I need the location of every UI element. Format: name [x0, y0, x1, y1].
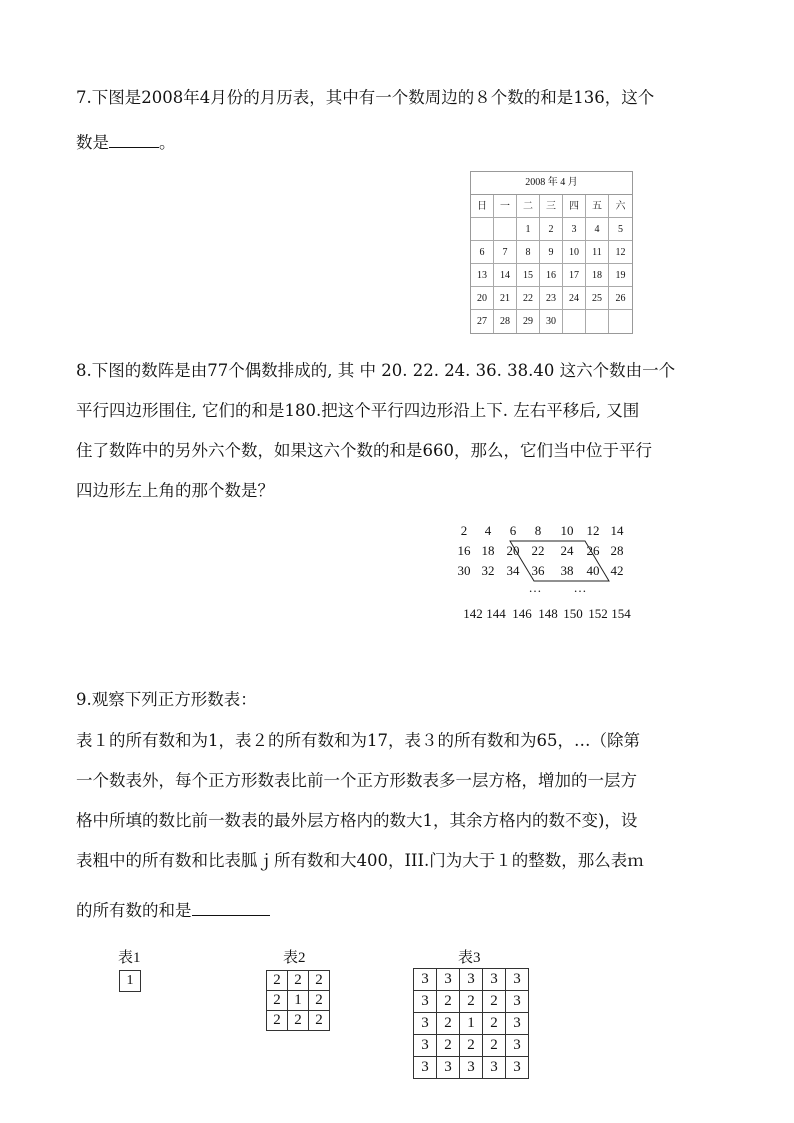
table-cell: 3: [437, 969, 460, 991]
table-cell: 2: [460, 991, 483, 1013]
q8-line-3: 住了数阵中的另外六个数，如果这六个数的和是660，那么，它们当中位于平行: [76, 441, 652, 460]
array-number: 20: [506, 543, 520, 558]
calendar-day: 9: [540, 241, 563, 264]
table-cell: 2: [309, 1011, 330, 1031]
q8-line-4: 四边形左上角的那个数是？: [76, 481, 274, 500]
table-cell: 2: [267, 991, 288, 1011]
table-3-label: 表3: [458, 950, 481, 966]
calendar-day: 19: [609, 264, 632, 287]
array-number: 146: [512, 606, 532, 621]
calendar-day: 10: [563, 241, 586, 264]
calendar-day: 20: [471, 287, 494, 310]
table-cell: 1: [288, 991, 309, 1011]
calendar-day: 24: [563, 287, 586, 310]
table-cell: 3: [414, 1013, 437, 1035]
calendar-day: 23: [540, 287, 563, 310]
array-number: 32: [481, 563, 495, 578]
array-number: 28: [610, 543, 624, 558]
table-cell: 2: [309, 991, 330, 1011]
calendar-day: 30: [540, 310, 563, 333]
table-cell: 2: [288, 1011, 309, 1031]
table-2-label: 表2: [283, 950, 306, 966]
array-number: 38: [560, 563, 574, 578]
calendar-day: 15: [517, 264, 540, 287]
array-number: 42: [610, 563, 624, 578]
calendar-grid: [471, 195, 632, 333]
table-cell: 3: [506, 1057, 529, 1079]
array-ellipsis: …: [528, 580, 542, 595]
calendar-weekday: 五: [586, 195, 609, 218]
table-1-label: 表1: [118, 950, 141, 966]
table-cell: 2: [483, 991, 506, 1013]
calendar-day: [609, 310, 632, 333]
calendar-day: 1: [517, 218, 540, 241]
calendar-day: 28: [494, 310, 517, 333]
array-number: 144: [486, 606, 506, 621]
calendar-day: 11: [586, 241, 609, 264]
square-table-1: [119, 970, 141, 992]
array-number: 16: [457, 543, 471, 558]
table-cell: 3: [414, 969, 437, 991]
calendar-day: 17: [563, 264, 586, 287]
calendar-day: 4: [586, 218, 609, 241]
array-number: 2: [460, 523, 468, 538]
calendar-weekday: 二: [517, 195, 540, 218]
square-table-2: [266, 970, 330, 1031]
array-number: 8: [534, 523, 542, 538]
table-cell: 3: [414, 1035, 437, 1057]
array-number: 22: [531, 543, 545, 558]
q9-line-1: 9.观察下列正方形数表：: [76, 690, 257, 709]
table-cell: 3: [506, 991, 529, 1013]
table-cell: 3: [506, 1013, 529, 1035]
calendar-day: 14: [494, 264, 517, 287]
table-row: [414, 1035, 529, 1057]
array-ellipsis: …: [573, 580, 587, 595]
table-row: [120, 971, 141, 992]
q8-line-2: 平行四边形围住, 它们的和是180.把这个平行四边形沿上下. 左右平移后, 又围: [76, 401, 640, 420]
calendar-weekday: 一: [494, 195, 517, 218]
array-number: 24: [560, 543, 574, 558]
array-number: 14: [610, 523, 624, 538]
table-cell: 1: [460, 1013, 483, 1035]
q8-line-1: 8.下图的数阵是由77个偶数排成的, 其 中 20. 22. 24. 36. 38.40 这六个数由一个: [76, 361, 676, 380]
calendar-day: 29: [517, 310, 540, 333]
table-row: [267, 1011, 330, 1031]
calendar-day: [494, 218, 517, 241]
answer-blank-q9[interactable]: [192, 899, 270, 916]
calendar-day: 27: [471, 310, 494, 333]
array-number: 150: [563, 606, 583, 621]
array-number: 142: [463, 606, 483, 621]
calendar-day: 22: [517, 287, 540, 310]
calendar-day: 25: [586, 287, 609, 310]
q9-line-4: 格中所填的数比前一数表的最外层方格内的数大1，其余方格内的数不变)，设: [76, 811, 638, 830]
table-row: [414, 1013, 529, 1035]
calendar-day: 13: [471, 264, 494, 287]
table-cell: 2: [309, 971, 330, 991]
table-cell: 2: [483, 1013, 506, 1035]
calendar-day: 6: [471, 241, 494, 264]
array-number: 152: [588, 606, 608, 621]
table-cell: 3: [414, 1057, 437, 1079]
calendar-title: 2008 年 4 月: [471, 172, 632, 195]
array-number: 10: [560, 523, 574, 538]
table-cell: 2: [267, 1011, 288, 1031]
table-cell: 3: [506, 1035, 529, 1057]
calendar-weekday: 六: [609, 195, 632, 218]
table-cell: 3: [460, 1057, 483, 1079]
q7-line-2-prefix: 数是: [76, 133, 109, 152]
calendar-day: 7: [494, 241, 517, 264]
array-number: 12: [586, 523, 600, 538]
table-cell: 3: [437, 1057, 460, 1079]
table-cell: 2: [288, 971, 309, 991]
calendar-day: [563, 310, 586, 333]
calendar-day: 12: [609, 241, 632, 264]
calendar-day: 16: [540, 264, 563, 287]
table-cell: 2: [460, 1035, 483, 1057]
square-table-3: [413, 968, 529, 1079]
calendar-day: 5: [609, 218, 632, 241]
table-row: [414, 1057, 529, 1079]
table-cell: 1: [120, 971, 141, 992]
table-cell: 2: [437, 1035, 460, 1057]
q9-line-6-prefix: 的所有数的和是: [76, 901, 192, 920]
table-cell: 3: [414, 991, 437, 1013]
q7-line-1: 7.下图是2008年4月份的月历表，其中有一个数周边的８个数的和是136，这个: [76, 88, 655, 107]
table-row: [267, 991, 330, 1011]
calendar-day: [586, 310, 609, 333]
calendar-day: 3: [563, 218, 586, 241]
q7-line-2: [76, 131, 176, 153]
q7-line-2-suffix: 。: [159, 133, 176, 152]
table-cell: 2: [483, 1035, 506, 1057]
table-cell: 2: [437, 1013, 460, 1035]
array-number: 18: [481, 543, 495, 558]
table-cell: 2: [267, 971, 288, 991]
calendar-day: 8: [517, 241, 540, 264]
calendar-day: [471, 218, 494, 241]
table-row: [414, 991, 529, 1013]
april-2008-calendar: [470, 171, 633, 334]
table-cell: 3: [460, 969, 483, 991]
array-number: 40: [586, 563, 600, 578]
answer-blank-q7[interactable]: [109, 131, 159, 148]
array-number: 154: [611, 606, 631, 621]
calendar-day: 26: [609, 287, 632, 310]
q9-line-3: 一个数表外，每个正方形数表比前一个正方形数表多一层方格，增加的一层方: [76, 771, 637, 790]
array-number: 26: [586, 543, 600, 558]
array-number: 4: [484, 523, 492, 538]
calendar-day: 21: [494, 287, 517, 310]
calendar-day: 18: [586, 264, 609, 287]
array-number: 6: [509, 523, 517, 538]
calendar-weekday: 三: [540, 195, 563, 218]
table-row: [267, 971, 330, 991]
array-number: 34: [506, 563, 520, 578]
even-number-array: [452, 523, 642, 623]
table-cell: 3: [483, 1057, 506, 1079]
calendar-weekday: 四: [563, 195, 586, 218]
table-row: [414, 969, 529, 991]
array-number: 148: [538, 606, 558, 621]
table-cell: 3: [483, 969, 506, 991]
q9-line-2: 表１的所有数和为1，表２的所有数和为17，表３的所有数和为65，…（除第: [76, 731, 640, 750]
array-number: 36: [531, 563, 545, 578]
calendar-day: 2: [540, 218, 563, 241]
table-cell: 3: [506, 969, 529, 991]
q9-line-6: [76, 899, 270, 921]
calendar-weekday: 日: [471, 195, 494, 218]
array-number: 30: [457, 563, 471, 578]
table-cell: 2: [437, 991, 460, 1013]
q9-line-5: 表粗中的所有数和比表胍ｊ所有数和大400，III.门为大于１的整数，那么表ｍ: [76, 851, 644, 870]
